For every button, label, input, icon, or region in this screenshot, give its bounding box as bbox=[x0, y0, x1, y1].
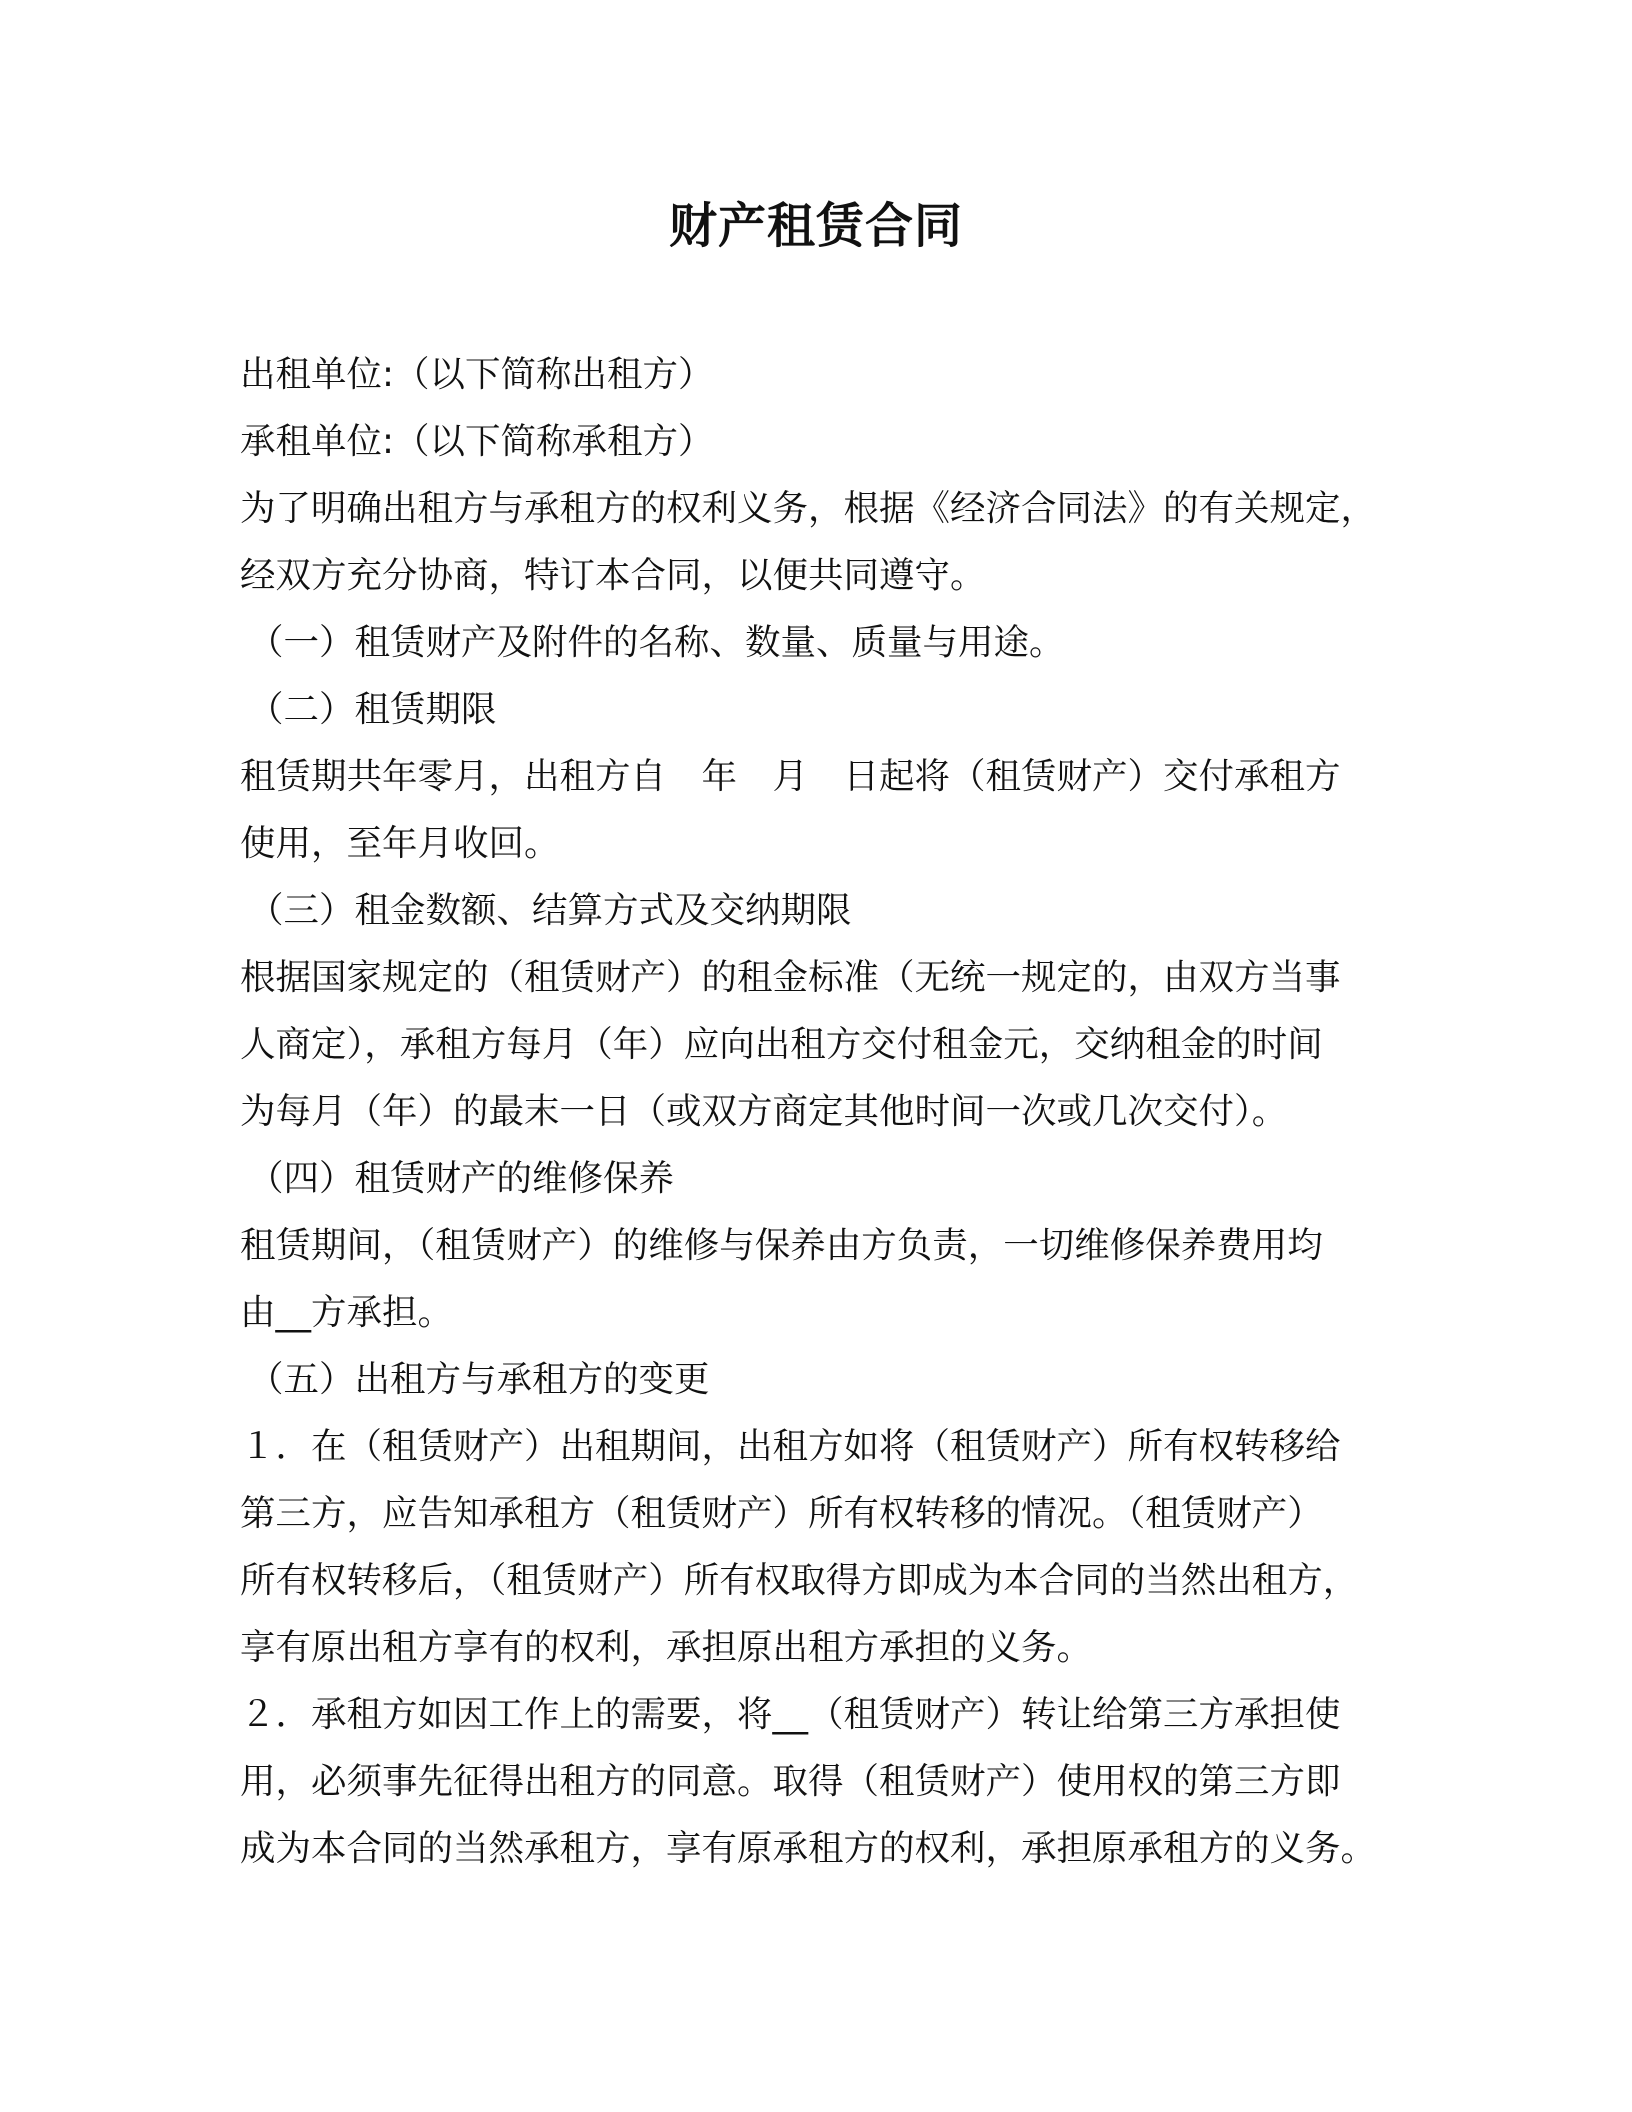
paragraph-line: 由__方承担。 bbox=[240, 1292, 454, 1333]
paragraph-line: 成为本合同的当然承租方，享有原承租方的权利，承担原承租方的义务。 bbox=[240, 1828, 1377, 1869]
section-heading: （三）租金数额、结算方式及交纳期限 bbox=[248, 890, 852, 931]
paragraph-line: １．在（租赁财产）出租期间，出租方如将（租赁财产）所有权转移给 bbox=[240, 1426, 1341, 1467]
paragraph-line: 用，必须事先征得出租方的同意。取得（租赁财产）使用权的第三方即 bbox=[240, 1761, 1341, 1802]
section-heading: （二）租赁期限 bbox=[248, 689, 497, 730]
paragraph-line: 使用，至年月收回。 bbox=[240, 823, 560, 864]
paragraph-line: 享有原出租方享有的权利，承担原出租方承担的义务。 bbox=[240, 1627, 1093, 1668]
paragraph-line: 第三方，应告知承租方（租赁财产）所有权转移的情况。（租赁财产） bbox=[240, 1493, 1323, 1534]
paragraph-line: 人商定），承租方每月（年）应向出租方交付租金元，交纳租金的时间 bbox=[240, 1024, 1323, 1065]
paragraph-line: 经双方充分协商，特订本合同，以便共同遵守。 bbox=[240, 555, 986, 596]
paragraph-line: 为每月（年）的最末一日（或双方商定其他时间一次或几次交付）。 bbox=[240, 1091, 1288, 1132]
paragraph-line: 承租单位:（以下简称承租方） bbox=[240, 421, 714, 462]
paragraph-line: 根据国家规定的（租赁财产）的租金标准（无统一规定的，由双方当事 bbox=[240, 957, 1341, 998]
paragraph-line: 租赁期共年零月，出租方自 年 月 日起将（租赁财产）交付承租方 bbox=[240, 756, 1341, 797]
paragraph-line: 出租单位:（以下简称出租方） bbox=[240, 354, 714, 395]
section-heading: （四）租赁财产的维修保养 bbox=[248, 1158, 675, 1199]
section-heading: （五）出租方与承租方的变更 bbox=[248, 1359, 710, 1400]
paragraph-line: 租赁期间，（租赁财产）的维修与保养由方负责，一切维修保养费用均 bbox=[240, 1225, 1323, 1266]
document-body bbox=[240, 341, 1400, 1882]
document-title: 财产租赁合同 bbox=[668, 198, 963, 254]
paragraph-line: ２．承租方如因工作上的需要，将__（租赁财产）转让给第三方承担使 bbox=[240, 1694, 1341, 1735]
paragraph-line: 为了明确出租方与承租方的权利义务，根据《经济合同法》的有关规定， bbox=[240, 488, 1377, 529]
section-heading: （一）租赁财产及附件的名称、数量、质量与用途。 bbox=[248, 622, 1065, 663]
paragraph-line: 所有权转移后，（租赁财产）所有权取得方即成为本合同的当然出租方， bbox=[240, 1560, 1359, 1601]
